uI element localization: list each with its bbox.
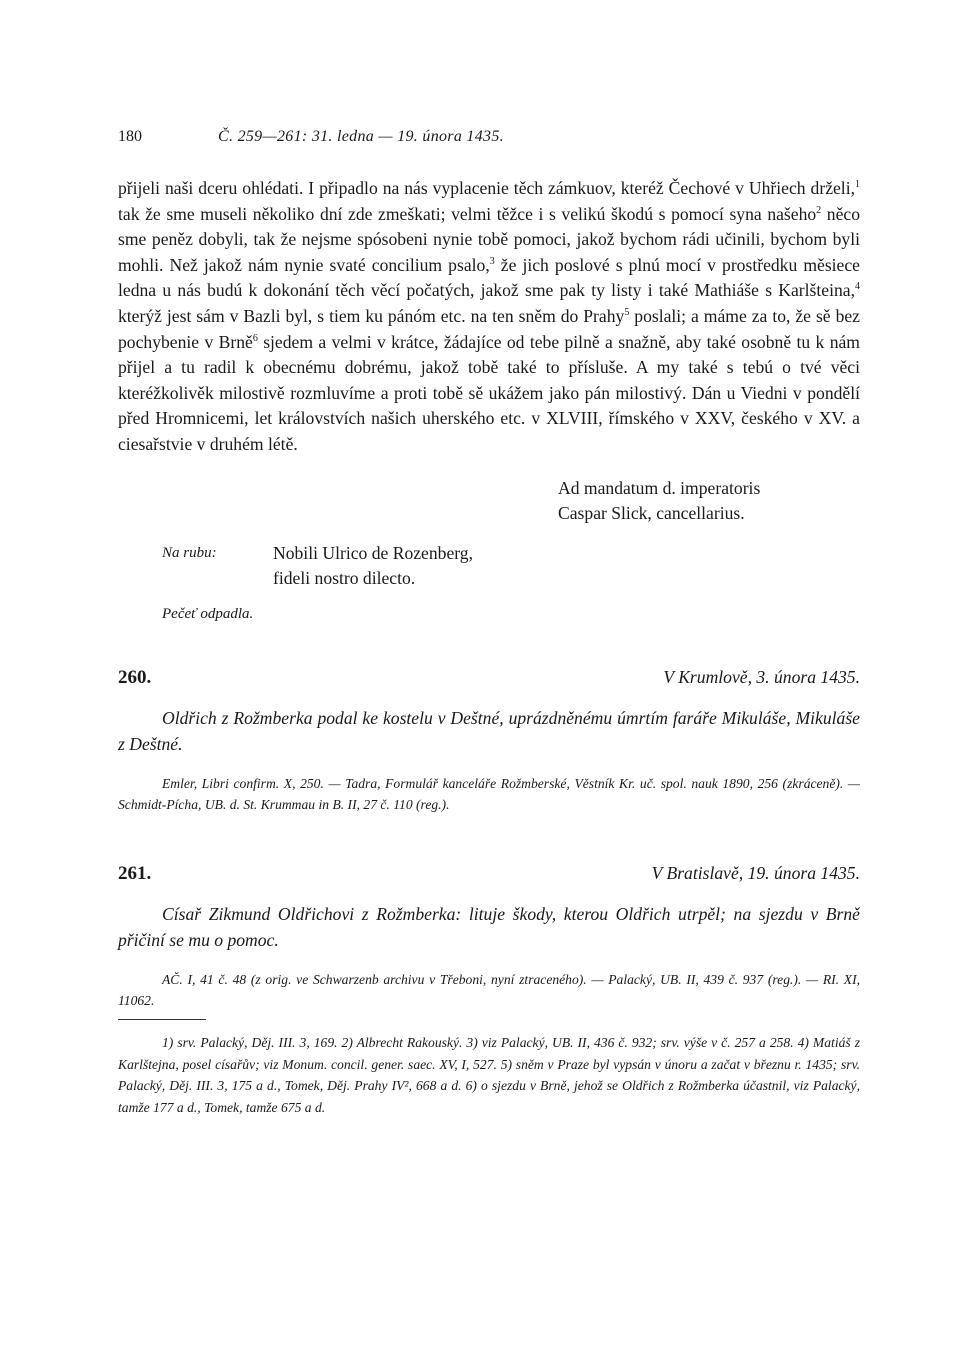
footnote-ref: 5	[624, 307, 630, 319]
letter-text-part: něco sme peněz dobyli, tak že nejsme spósobeni nynie tobě pomoci, jakož bychom rádi učinili, bychom byli mohli. Než jakož nám nynie svaté concilium psalo,	[118, 203, 860, 275]
footnote-ref: 1	[855, 179, 860, 191]
endorsement-row	[162, 566, 860, 592]
document-heading	[118, 863, 860, 885]
document-260	[118, 667, 860, 815]
footnote-ref: 4	[855, 281, 860, 293]
footnote-ref: 2	[816, 204, 822, 216]
endorsement-line: Nobili Ulrico de Rozenberg,	[273, 542, 473, 563]
running-head: Č. 259—261: 31. ledna — 19. února 1435.	[218, 128, 504, 145]
document-number: 260.	[118, 667, 152, 689]
letter-text	[118, 176, 860, 458]
footnotes: 1) srv. Palacký, Děj. III. 3, 169. 2) Albrecht Rakouský. 3) viz Palacký, UB. II, 436 č. 932; srv. výše v č. 257 a 258. 4) Matiáš z Karlštejna, posel císařův; viz Monum. concil. gener. saec. XV, I, 527. 5) sněm v Praze byl vypsán v únoru a začat v březnu r. 1435; srv. Palacký, Děj. III. 3, 175 a d., Tomek, Děj. Prahy IV², 668 a d. 6) o sjezdu v Brně, jehož se Oldřich z Rožmberka účastnil, viz Palacký, tamže 177 a d., Tomek, tamže 675 a d.	[118, 1035, 860, 1115]
letter-text-part: tak že sme museli několiko dní zde zmeškati; velmi těžce i s velikú škodú s pomocí syna našeho	[118, 203, 817, 224]
footnote-divider	[118, 1019, 206, 1020]
letter-text-part: kterýž jest sám v Bazli byl, s tiem ku pánóm etc. na ten sněm do Prahy	[118, 305, 625, 326]
seal-note: Pečeť odpadla.	[162, 605, 254, 622]
subscription-line: Ad mandatum d. imperatoris	[558, 477, 761, 498]
endorsement-line: fideli nostro dilecto.	[273, 568, 416, 589]
endorsement-label: Na rubu:	[162, 544, 217, 561]
letter-text-part: přijeli naši dceru ohlédati. I připadlo na nás vyplacenie těch zámkuov, kteréž Čechové v Uhřiech drželi,	[118, 178, 855, 198]
footnote-ref: 6	[252, 332, 258, 344]
letter-text-part: poslali; a máme za to, že sě bez pochybenie v Brně	[118, 305, 860, 352]
document-place-date: V Krumlově, 3. února 1435.	[663, 667, 860, 688]
letter-text-part: že jich poslové s plnú mocí v prostředku měsiece ledna u nás budú k dokonání těch věcí počatých, jakož sme pak ty listy i také Mathiáše s Karlšteina,	[118, 254, 860, 301]
page-number: 180	[118, 128, 142, 145]
endorsement-row	[162, 541, 860, 567]
document-261	[118, 863, 860, 1011]
endorsement-spacer	[162, 566, 273, 592]
subscription	[558, 476, 860, 527]
source-note: AČ. I, 41 č. 48 (z orig. ve Schwarzenb archivu v Třeboni, nyní ztraceného). — Palacký, UB. II, 439 č. 937 (reg.). — RI. XI, 11062.	[118, 972, 860, 1009]
regest: Oldřich z Rožmberka podal ke kostelu v Deštné, uprázdněnému úmrtím faráře Mikuláše, Mikuláše z Deštné.	[118, 708, 860, 755]
endorsement	[162, 541, 860, 628]
document-heading	[118, 667, 860, 689]
regest: Císař Zikmund Oldřichovi z Rožmberka: lituje škody, kterou Oldřich utrpěl; na sjezdu v Brně přičiní se mu o pomoc.	[118, 904, 860, 951]
document-place-date: V Bratislavě, 19. února 1435.	[651, 863, 860, 884]
page-header	[118, 128, 860, 152]
subscription-line: Caspar Slick, cancellarius.	[558, 503, 745, 524]
document-number: 261.	[118, 863, 152, 885]
footnote-ref: 3	[489, 255, 495, 267]
source-note: Emler, Libri confirm. X, 250. — Tadra, Formulář kanceláře Rožmberské, Věstník Kr. uč. spol. nauk 1890, 256 (zkráceně). — Schmidt-Pícha, UB. d. St. Krummau in B. II, 27 č. 110 (reg.).	[118, 776, 860, 813]
letter-text-part: sjedem a velmi v krátce, žádajíce od tebe pilně a snažně, aby také osobně tu k nám přijel a tu radil k obecnému dobrému, jakož tobě také to přísluše. A my také s tebú o tvé věci kteréžkolivěk milostivě rozmluvíme a proti tobě sě ukážem jako pán milostivý. Dán u Viedni v pondělí před Hromnicemi, let královstvích našich uherského etc. v XLVIII, římského v XXV, českého v XV. a ciesařstvie v druhém létě.	[118, 331, 860, 454]
page	[118, 128, 860, 1118]
